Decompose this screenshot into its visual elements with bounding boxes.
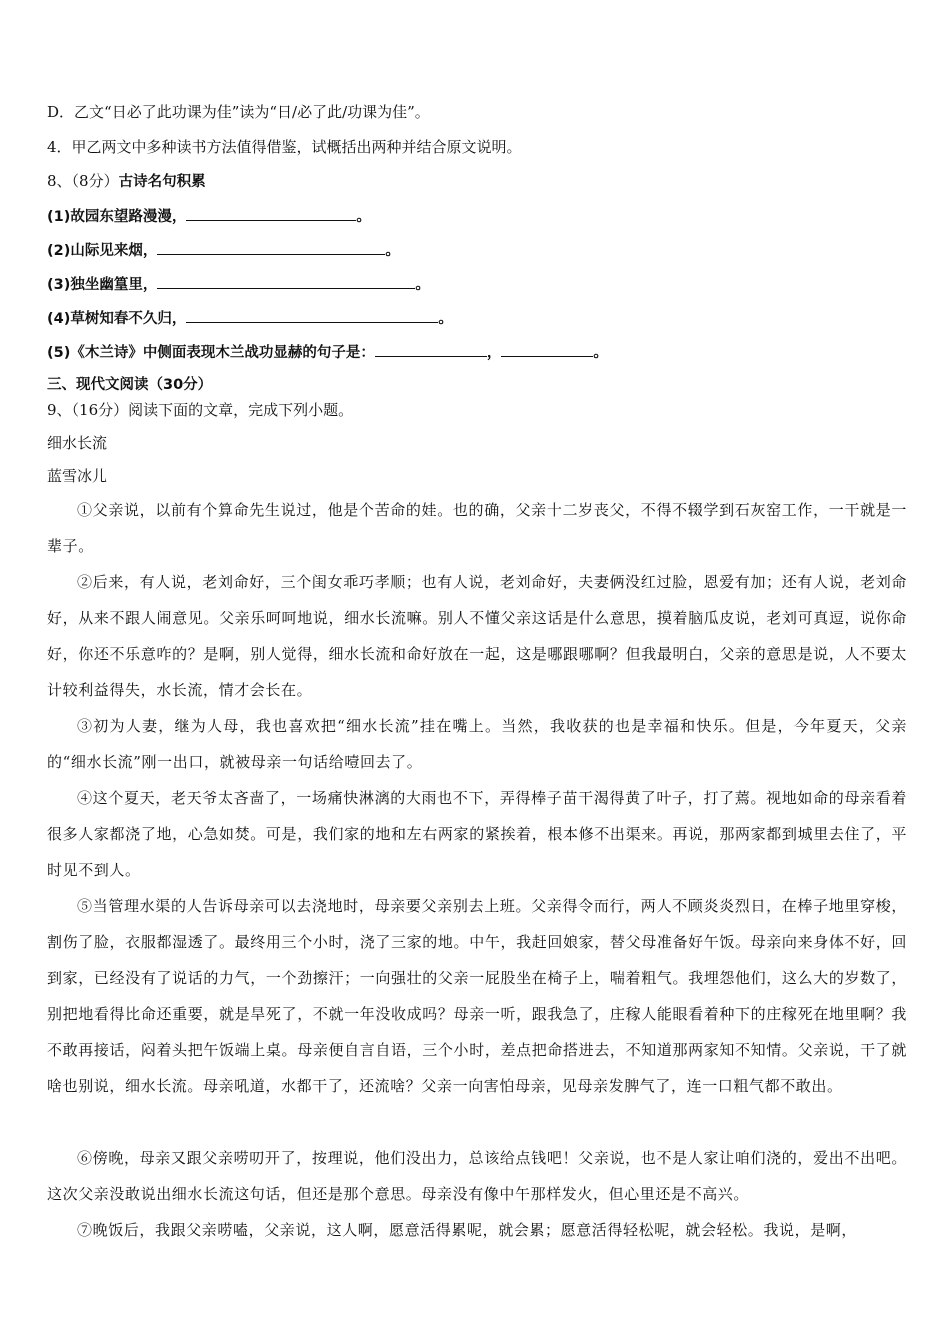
punctuation: 。 [415,277,430,293]
poem-item-3-text: (3)独坐幽篁里， [47,277,158,293]
article-author: 蓝雪冰儿 [47,467,108,485]
answer-blank[interactable] [186,206,356,221]
question-8-number: 8、（8分） [47,172,119,190]
article-title: 细水长流 [47,434,108,452]
poem-item-3 [47,274,430,295]
section-3-heading: 三、现代文阅读（30分） [47,377,213,393]
punctuation: 。 [356,209,371,225]
question-8-header [47,171,206,192]
poem-item-2-text: (2)山际见来烟， [47,243,158,259]
poem-item-1 [47,206,371,227]
punctuation: 。 [593,345,608,361]
question-8-title: 古诗名句积累 [118,174,206,190]
poem-item-5-text: (5)《木兰诗》中侧面表现木兰战功显赫的句子是： [47,345,375,361]
answer-blank[interactable] [501,342,593,357]
paragraph-6: ⑥傍晚，母亲又跟父亲唠叨开了，按理说，他们没出力，总该给点钱吧！父亲说，也不是人家让咱们浇的，爱出不出吧。这次父亲没敢说出细水长流这句话，但还是那个意思。母亲没有像中午那样发火，但心里还是不高兴。 [47,1149,907,1203]
paragraph-7: ⑦晚饭后，我跟父亲唠嗑，父亲说，这人啊，愿意活得累呢，就会累；愿意活得轻松呢，就会轻松。我说，是啊， [77,1221,858,1239]
poem-item-1-text: (1)故园东望路漫漫， [47,209,187,225]
poem-item-5 [47,342,608,363]
paragraph-2: ②后来，有人说，老刘命好，三个闺女乖巧孝顺；也有人说，老刘命好，夫妻俩没红过脸，恩爱有加；还有人说，老刘命好，从来不跟人闹意见。父亲乐呵呵地说，细水长流嘛。别人不懂父亲这话是什么意思，摸着脑瓜皮说，老刘可真逗，说你命好，你还不乐意咋的？是啊，别人觉得，细水长流和命好放在一起，这是哪跟哪啊？但我最明白，父亲的意思是说，人不要太计较利益得失，水长流，情才会长在。 [47,573,907,699]
paragraph-5: ⑤当管理水渠的人告诉母亲可以去浇地时，母亲要父亲别去上班。父亲得令而行，两人不顾炎炎烈日，在棒子地里穿梭，割伤了脸，衣服都湿透了。最终用三个小时，浇了三家的地。中午，我赶回娘家，替父母准备好午饭。母亲向来身体不好，回到家，已经没有了说话的力气，一个劲擦汗；一向强壮的父亲一屁股坐在椅子上，喘着粗气。我埋怨他们，这么大的岁数了，别把地看得比命还重要，就是旱死了，不就一年没收成吗？母亲一听，跟我急了，庄稼人能眼看着种下的庄稼死在地里啊？我不敢再接话，闷着头把午饭端上桌。母亲便自言自语，三个小时，差点把命搭进去，不知道那两家知不知情。父亲说，干了就啥也别说，细水长流。母亲吼道，水都干了，还流啥？父亲一向害怕母亲，见母亲发脾气了，连一口粗气都不敢出。 [47,897,907,1095]
answer-blank[interactable] [157,240,385,255]
answer-blank[interactable] [375,342,487,357]
answer-blank[interactable] [186,308,438,323]
punctuation: ， [486,345,502,361]
paragraph-1: ①父亲说，以前有个算命先生说过，他是个苦命的娃。也的确，父亲十二岁丧父，不得不辍学到石灰窑工作，一干就是一辈子。 [47,501,907,555]
poem-item-4 [47,308,453,329]
paragraph-4: ④这个夏天，老天爷太吝啬了，一场痛快淋漓的大雨也不下，弄得棒子苗干渴得黄了叶子，打了蔫。视地如命的母亲看着很多人家都浇了地，心急如焚。可是，我们家的地和左右两家的紧挨着，根本修不出渠来。再说，那两家都到城里去住了，平时见不到人。 [47,789,907,879]
poem-item-2 [47,240,400,261]
question-4: 4．甲乙两文中多种读书方法值得借鉴，试概括出两种并结合原文说明。 [47,138,522,156]
poem-item-4-text: (4)草树知春不久归， [47,311,187,327]
punctuation: 。 [385,243,400,259]
question-9: 9、（16分）阅读下面的文章，完成下列小题。 [47,401,354,419]
answer-blank[interactable] [157,274,415,289]
punctuation: 。 [438,311,453,327]
option-d: D．乙文“日必了此功课为佳”读为“日/必了此/功课为佳”。 [47,103,430,121]
paragraph-3: ③初为人妻，继为人母，我也喜欢把“细水长流”挂在嘴上。当然，我收获的也是幸福和快乐。但是，今年夏天，父亲的“细水长流”刚一出口，就被母亲一句话给噎回去了。 [47,717,907,771]
